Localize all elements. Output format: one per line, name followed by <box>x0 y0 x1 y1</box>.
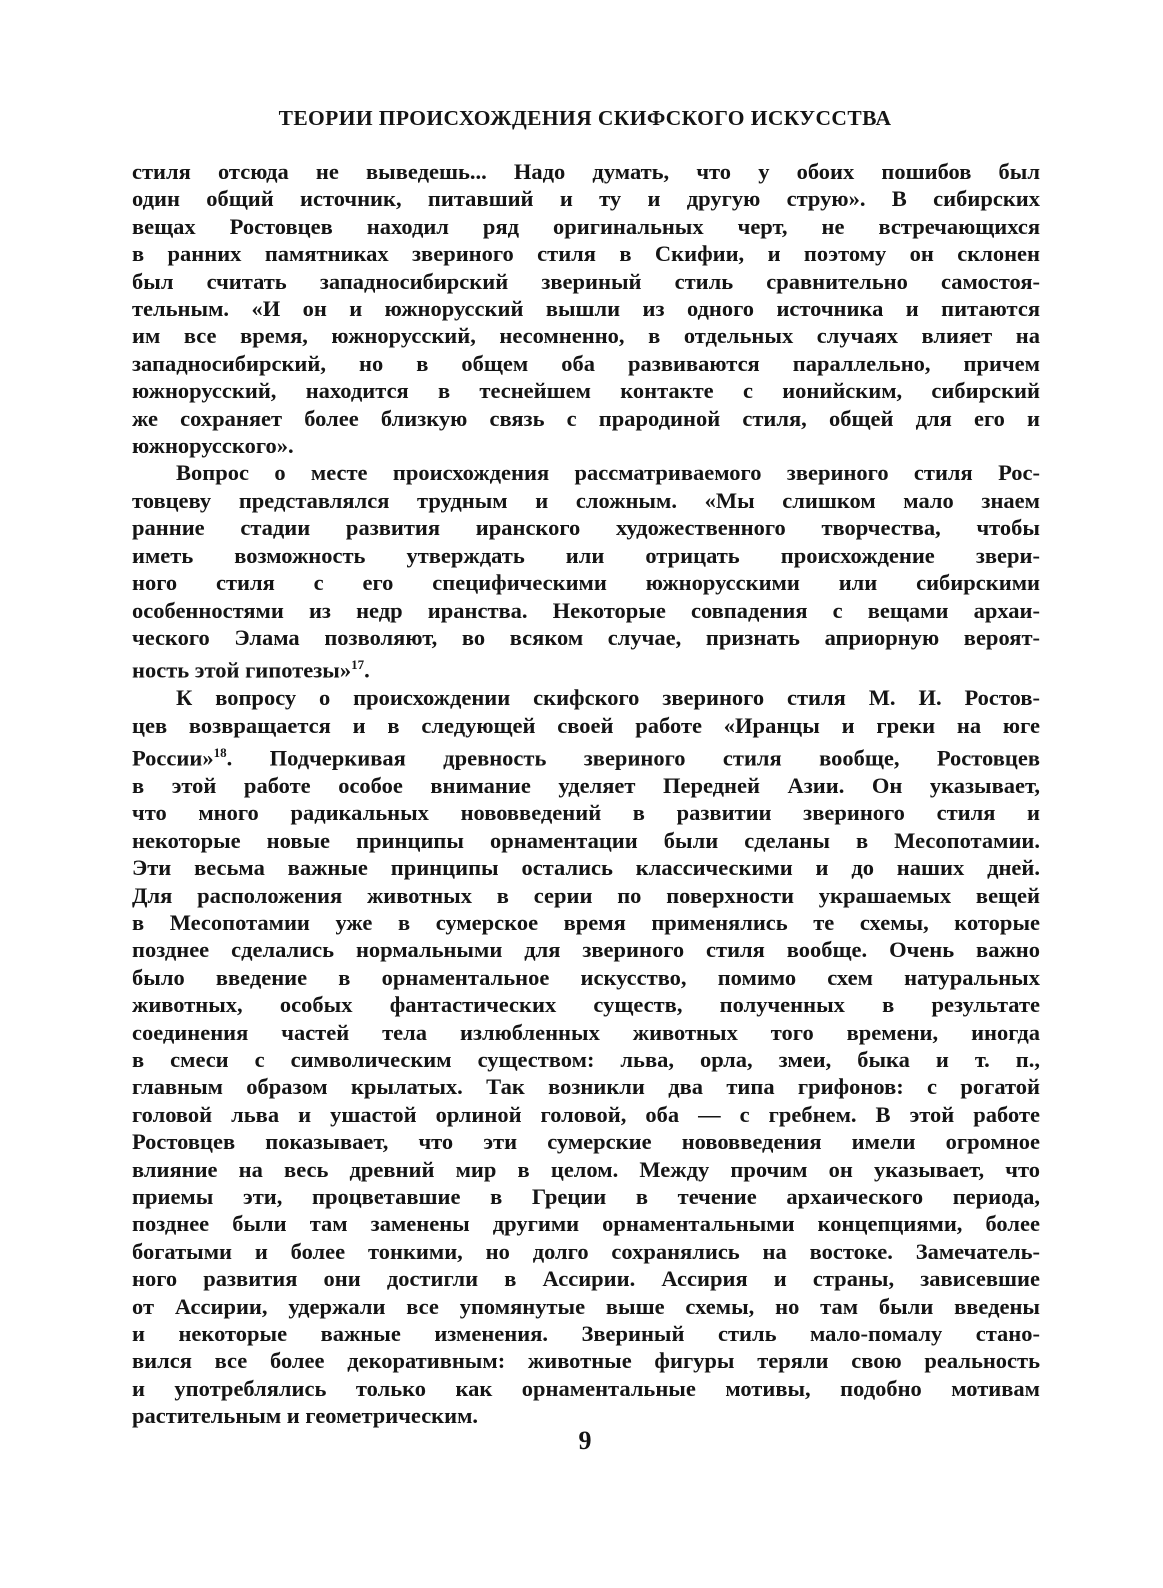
text-line: влияние на весь древний мир в целом. Между прочим он указывает, что <box>132 1156 1040 1182</box>
paragraph-1 <box>132 158 1040 459</box>
text-line: соединения частей тела излюбленных животных того времени, иногда <box>132 1019 1040 1045</box>
text-line: богатыми и более тонкими, но долго сохранялись на востоке. Замечатель- <box>132 1238 1040 1264</box>
text-line: головой льва и ушастой орлиной головой, оба — с гребнем. В этой работе <box>132 1101 1040 1127</box>
paragraph-2 <box>132 459 1040 684</box>
text-fragment: России» <box>132 745 214 771</box>
text-line: в этой работе особое внимание уделяет Передней Азии. Он указывает, <box>132 772 1040 798</box>
text-line: ческого Элама позволяют, во всяком случае, признать априорную вероят- <box>132 624 1040 650</box>
text-line: особенностями из недр иранства. Некоторые совпадения с вещами архаи- <box>132 597 1040 623</box>
text-line: в Месопотамии уже в сумерское время применялись те схемы, которые <box>132 909 1040 935</box>
text-line: ность этой гипотезы»$^{17}$. <box>132 657 370 683</box>
text-line: же сохраняет более близкую связь с прародиной стиля, общей для его и <box>132 405 1040 431</box>
text-line: от Ассирии, удержали все упомянутые выше схемы, но там были введены <box>132 1293 1040 1319</box>
text-line: вещах Ростовцев находил ряд оригинальных черт, не встречающихся <box>132 213 1040 239</box>
footnote-ref-17[interactable]: 17 <box>351 657 365 673</box>
text-line: южнорусского». <box>132 433 294 459</box>
text-line: один общий источник, питавший и ту и другую струю». В сибирских <box>132 186 1040 212</box>
footnote-ref-18[interactable]: 18 <box>213 745 227 761</box>
text-line: К вопросу о происхождении скифского звериного стиля М. И. Ростов- <box>176 685 1040 711</box>
text-line: животных, особых фантастических существ, полученных в результате <box>132 992 1040 1018</box>
text-line: растительным и геометрическим. <box>132 1403 479 1429</box>
page-number: 9 <box>578 1426 592 1455</box>
text-line: западносибирский, но в общем оба развиваются параллельно, причем <box>132 350 1040 376</box>
text-fragment: ность этой гипотезы» <box>132 657 352 683</box>
text-line: южнорусский, находится в теснейшем контакте с ионийским, сибирский <box>132 378 1040 404</box>
text-line: Вопрос о месте происхождения рассматриваемого звериного стиля Рос- <box>176 460 1040 486</box>
running-title: ТЕОРИИ ПРОИСХОЖДЕНИЯ СКИФСКОГО ИСКУССТВА <box>278 106 892 130</box>
text-line: стиля отсюда не выведешь... Надо думать, что у обоих пошибов был <box>132 159 1040 184</box>
text-line: вился все более декоративным: животные фигуры теряли свою реальность <box>132 1348 1040 1374</box>
text-line: в ранних памятниках звериного стиля в Скифии, и поэтому он склонен <box>132 241 1040 267</box>
text-line: главным образом крылатых. Так возникли два типа грифонов: с рогатой <box>132 1074 1040 1100</box>
body-text <box>132 158 1040 1430</box>
text-line: позднее были там заменены другими орнаментальными концепциями, более <box>132 1211 1040 1237</box>
text-line <box>132 739 1040 772</box>
text-line: ранние стадии развития иранского художественного творчества, чтобы <box>132 515 1040 541</box>
text-line: товцеву представлялся трудным и сложным. «Мы слишком мало знаем <box>132 487 1040 513</box>
text-line: позднее сделались нормальными для звериного стиля вообще. Очень важно <box>132 937 1040 963</box>
text-fragment: . Подчеркивая древность звериного стиля вообще, Ростовцев <box>226 745 1040 771</box>
text-line: ного развития они достигли в Ассирии. Ассирия и страны, зависевшие <box>132 1266 1040 1292</box>
text-line: тельным. «И он и южнорусский вышли из одного источника и питаются <box>132 296 1040 322</box>
text-line: иметь возможность утверждать или отрицать происхождение звери- <box>132 542 1040 568</box>
text-line: был считать западносибирский звериный стиль сравнительно самостоя- <box>132 268 1040 294</box>
text-line: приемы эти, процветавшие в Греции в течение архаического периода, <box>132 1184 1040 1210</box>
text-line: ного стиля с его специфическими южнорусскими или сибирскими <box>132 570 1040 596</box>
text-line: некоторые новые принципы орнаментации были сделаны в Месопотамии. <box>132 827 1040 853</box>
paragraph-3 <box>132 684 1040 1429</box>
text-line: им все время, южнорусский, несомненно, в отдельных случаях влияет на <box>132 323 1040 349</box>
text-line: и некоторые важные изменения. Звериный стиль мало-помалу стано- <box>132 1321 1040 1347</box>
text-line: цев возвращается и в следующей своей работе «Иранцы и греки на юге <box>132 712 1040 738</box>
text-line: что много радикальных нововведений в развитии звериного стиля и <box>132 800 1040 826</box>
text-line: было введение в орнаментальное искусство, помимо схем натуральных <box>132 964 1040 990</box>
text-line: Эти весьма важные принципы остались классическими и до наших дней. <box>132 855 1040 881</box>
text-line: Ростовцев показывает, что эти сумерские нововведения имели огромное <box>132 1129 1040 1155</box>
text-line: Для расположения животных в серии по поверхности украшаемых вещей <box>132 882 1040 908</box>
text-line: и употреблялись только как орнаментальные мотивы, подобно мотивам <box>132 1375 1040 1401</box>
text-line: в смеси с символическим существом: льва, орла, змеи, быка и т. п., <box>132 1047 1040 1072</box>
